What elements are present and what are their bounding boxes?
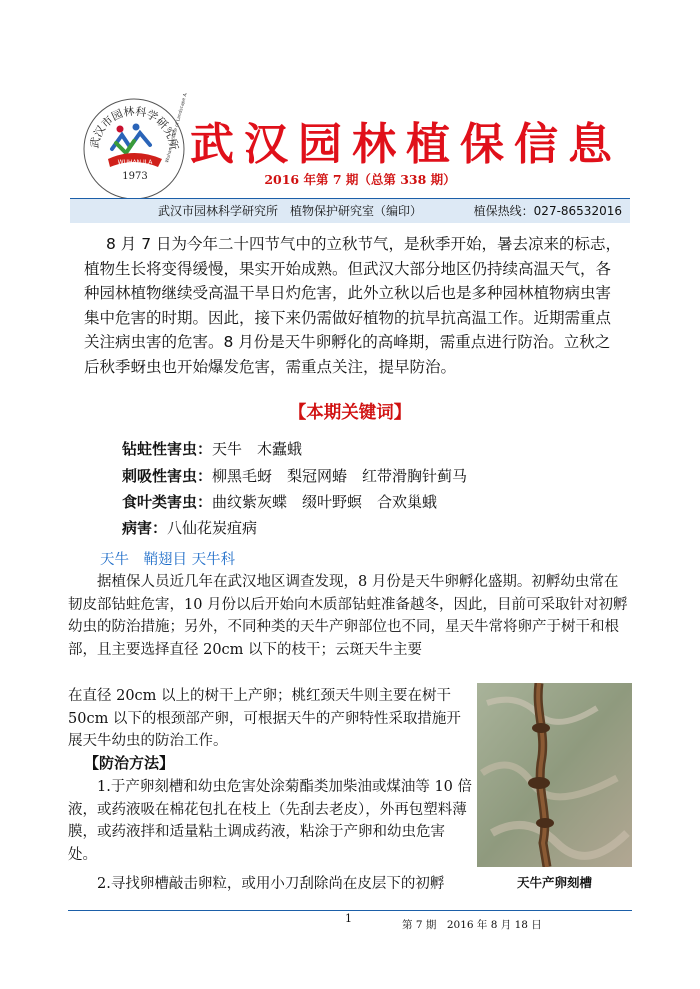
newsletter-title: 武汉园林植保信息 — [190, 119, 622, 170]
institute-logo — [78, 93, 188, 203]
keyword-line-leaf — [122, 491, 437, 512]
bark-photo — [477, 683, 632, 867]
method-1: 1.于产卵刻槽和幼虫危害处涂菊酯类加柴油或煤油等 10 倍液，或药液吸在棉花包扎在枝上（先刮去老皮），外再包塑料薄膜，或药液拌和适量粘土调成药液，粘涂于产卵和幼虫危害处。 — [68, 779, 473, 863]
keywords-heading: 【本期关键词】 — [288, 403, 412, 423]
logo-year: 1973 — [122, 171, 148, 182]
intro-paragraph: 8 月 7 日为今年二十四节气中的立秋节气，是秋季开始，暑去凉来的标志，植物生长将变得缓慢，果实开始成熟。但武汉大部分地区仍持续高温天气，各种园林植物继续受高温干旱日灼危害，此外立秋以后也是多种园林植物病虫害集中危害的时期。因此，接下来仍需做好植物的抗旱抗高温工作。近期需重点关注病虫害的危害。8 月份是天牛卵孵化的高峰期，需重点进行防治。立秋之后秋季蚜虫也开始爆发危害，需重点关注，提早防治。 — [84, 235, 622, 376]
publisher-org: 武汉市园林科学研究所 植物保护研究室（编印） — [158, 204, 423, 218]
keyword-value: 曲纹紫灰蝶 缀叶野螟 合欢巢蛾 — [212, 493, 438, 511]
method-2: 2.寻找卵槽敲击卵粒，或用小刀刮除尚在皮层下的初孵 — [97, 876, 445, 892]
species-heading: 天牛 鞘翅目 天牛科 — [100, 552, 236, 568]
keyword-line-boring — [122, 438, 302, 459]
keyword-value: 柳黑毛蚜 梨冠网蝽 红带滑胸针蓟马 — [212, 467, 468, 485]
survey-paragraph: 据植保人员近几年在武汉地区调查发现，8 月份是天牛卵孵化盛期。初孵幼虫常在韧皮部钻蛀危害，10 月份以后开始向木质部钻蛀准备越冬，因此，目前可采取针对初孵幼虫的防治措施；另外，不同种类的天牛产卵部位也不同，星天牛常将卵产于树干和根部，且主要选择直径 20cm 以下的枝干；云斑天牛主要 — [68, 574, 628, 658]
keyword-label: 病害： — [122, 519, 168, 537]
issue-number: 2016 年第 7 期（总第 338 期） — [264, 172, 456, 187]
keyword-line-sucking — [122, 465, 467, 486]
page-number: 1 — [345, 912, 352, 925]
hotline: 植保热线：027-86532016 — [473, 204, 622, 218]
methods-heading: 【防治方法】 — [84, 754, 175, 772]
keyword-value: 天牛 木蠹蛾 — [212, 440, 303, 458]
logo-arc-text: 武汉市园林科学研究所 — [87, 104, 181, 151]
photo-caption: 天牛产卵刻槽 — [516, 875, 592, 890]
header-info-bar — [70, 198, 630, 223]
keyword-value: 八仙花炭疽病 — [167, 519, 258, 537]
logo-banner-text: WUHAN ILA — [117, 159, 153, 166]
logo-sub-text: Wuhan Institute of Landscape — [165, 97, 188, 164]
survey-paragraph-cont: 在直径 20cm 以上的树干上产卵；桃红颈天牛则主要在树干 50cm 以下的根颈部产卵，可根据天牛的产卵特性采取措施开展天牛幼虫的防治工作。 — [68, 688, 461, 749]
footer-issue-date: 第 7 期 2016 年 8 月 18 日 — [402, 919, 542, 931]
footer-divider — [68, 910, 632, 911]
keyword-label: 钻蛀性害虫： — [122, 440, 213, 458]
keyword-label: 食叶类害虫： — [122, 493, 213, 511]
keyword-label: 刺吸性害虫： — [122, 467, 213, 485]
keyword-line-disease — [122, 517, 257, 538]
